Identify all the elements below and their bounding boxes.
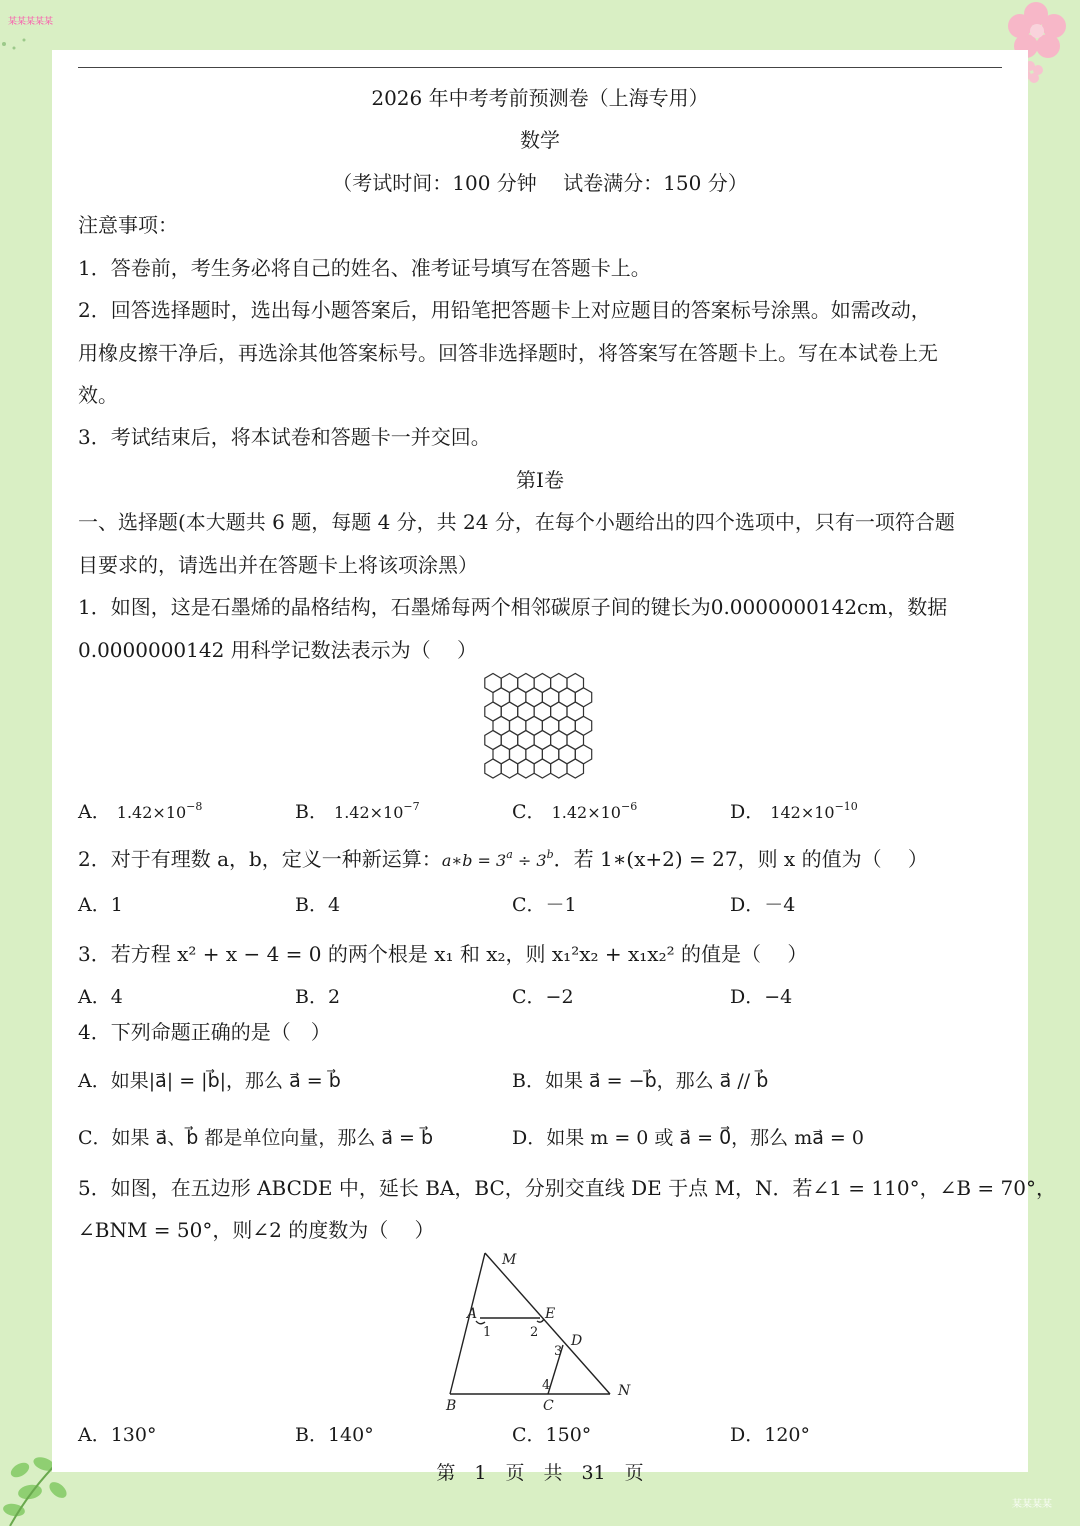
pentagon-figure [440, 1246, 640, 1416]
label-C: C [543, 1398, 554, 1414]
q4-option-b: B．如果 a⃗ = −b⃗，那么 a⃗ // b⃗ [512, 1070, 769, 1092]
label-angle-4: 4 [542, 1378, 551, 1393]
note-item-3: 3．考试结束后，将本试卷和答题卡一并交回。 [78, 425, 491, 449]
q1-option-a: A． $1.42\times 10^{-8}$ [78, 800, 203, 823]
note-item-1: 1．答卷前，考生务必将自己的姓名、准考证号填写在答题卡上。 [78, 256, 651, 280]
label-E: E [545, 1306, 556, 1322]
q2-text: 2．对于有理数 a，b，定义一种新运算：a∗b = $3^a \div 3^b$．若 1∗(x+2) = 27，则 x 的值为（ ） [78, 847, 928, 871]
q2-option-a: A．1 [78, 894, 123, 916]
exam-title: 2026 年中考考前预测卷（上海专用） [371, 86, 709, 110]
corner-watermark: 某某某某某 [8, 17, 54, 27]
exam-info: （考试时间：100 分钟 试卷满分：150 分） [332, 171, 748, 195]
q5-text-line-2: ∠BNM = 50°，则∠2 的度数为（ ） [78, 1218, 435, 1242]
q1-option-d: D． $142\times 10^{-10}$ [730, 800, 858, 823]
graphene-lattice-figure [484, 672, 596, 784]
q2-option-c: C．－1 [512, 894, 577, 916]
q4-option-d: D．如果 m = 0 或 a⃗ = 0⃗，那么 ma⃗ = 0 [512, 1127, 864, 1149]
volume-title: 第I卷 [516, 468, 564, 492]
note-item-2-line-2: 用橡皮擦干净后，再选涂其他答案标号。回答非选择题时，将答案写在答题卡上。写在本试卷上无 [78, 341, 938, 365]
note-item-2-line-3: 效。 [78, 383, 118, 407]
lattice-cell [567, 759, 584, 778]
section-heading-line-2: 目要求的，请选出并在答题卡上将该项涂黑） [78, 553, 478, 577]
q3-option-c: C．−2 [512, 986, 574, 1008]
exam-paper [52, 50, 1056, 1484]
label-angle-3: 3 [554, 1344, 563, 1359]
note-item-2-line-1: 2．回答选择题时，选出每小题答案后，用铅笔把答题卡上对应题目的答案标号涂黑。如需改动， [78, 298, 931, 322]
q1-option-b: B． $1.42\times 10^{-7}$ [295, 800, 420, 823]
q3-text: 3．若方程 x² + x − 4 = 0 的两个根是 x₁ 和 x₂，则 x₁²x₂ + x₁x₂² 的值是（ ） [78, 942, 808, 966]
header-rule [78, 67, 1002, 68]
q3-option-a: A．4 [78, 986, 123, 1008]
lattice-cell [501, 759, 518, 778]
lattice-cell [534, 759, 551, 778]
label-M: M [502, 1252, 517, 1268]
label-angle-1: 1 [483, 1325, 492, 1340]
q3-option-b: B．2 [295, 986, 341, 1008]
q4-option-c: C．如果 a⃗、b⃗ 都是单位向量，那么 a⃗ = b⃗ [78, 1127, 434, 1149]
q5-text-line-1: 5．如图，在五边形 ABCDE 中，延长 BA，BC，分别交直线 DE 于点 M，N．若∠1 = 110°，∠B = 70°， [78, 1176, 1056, 1200]
label-D: D [571, 1333, 583, 1349]
subject-title: 数学 [520, 128, 560, 152]
lattice-cell [551, 759, 567, 778]
q5-option-c: C．150° [512, 1424, 592, 1446]
q5-option-b: B．140° [295, 1424, 374, 1446]
lattice-cell [485, 759, 501, 778]
label-angle-2: 2 [530, 1325, 539, 1340]
q5-option-d: D．120° [730, 1424, 810, 1446]
notes-heading: 注意事项： [78, 213, 178, 237]
lattice-cell [518, 759, 534, 778]
q3-option-d: D．−4 [730, 986, 793, 1008]
q4-text: 4．下列命题正确的是（ ） [78, 1020, 331, 1044]
label-N: N [618, 1383, 631, 1399]
label-A: A [467, 1306, 478, 1322]
section-heading-line-1: 一、选择题(本大题共 6 题，每题 4 分，共 24 分，在每个小题给出的四个选项中，只有一项符合题 [78, 510, 955, 534]
bottom-watermark: 某某某某 [1012, 1499, 1052, 1510]
q5-option-a: A．130° [78, 1424, 157, 1446]
label-B: B [446, 1398, 457, 1414]
q2-option-d: D．－4 [730, 894, 796, 916]
q1-text-line-2: 0.0000000142 用科学记数法表示为（ ） [78, 638, 478, 662]
q2-option-b: B．4 [295, 894, 341, 916]
q4-option-a: A．如果|a⃗| = |b⃗|，那么 a⃗ = b⃗ [78, 1070, 341, 1092]
q1-text-line-1: 1．如图，这是石墨烯的晶格结构，石墨烯每两个相邻碳原子间的键长为0.0000000142cm，数据 [78, 595, 948, 619]
dots-decoration-icon [0, 34, 40, 64]
q1-option-c: C． $1.42\times 10^{-6}$ [512, 800, 638, 823]
page-footer: 第 1 页 共 31 页 [436, 1462, 644, 1484]
